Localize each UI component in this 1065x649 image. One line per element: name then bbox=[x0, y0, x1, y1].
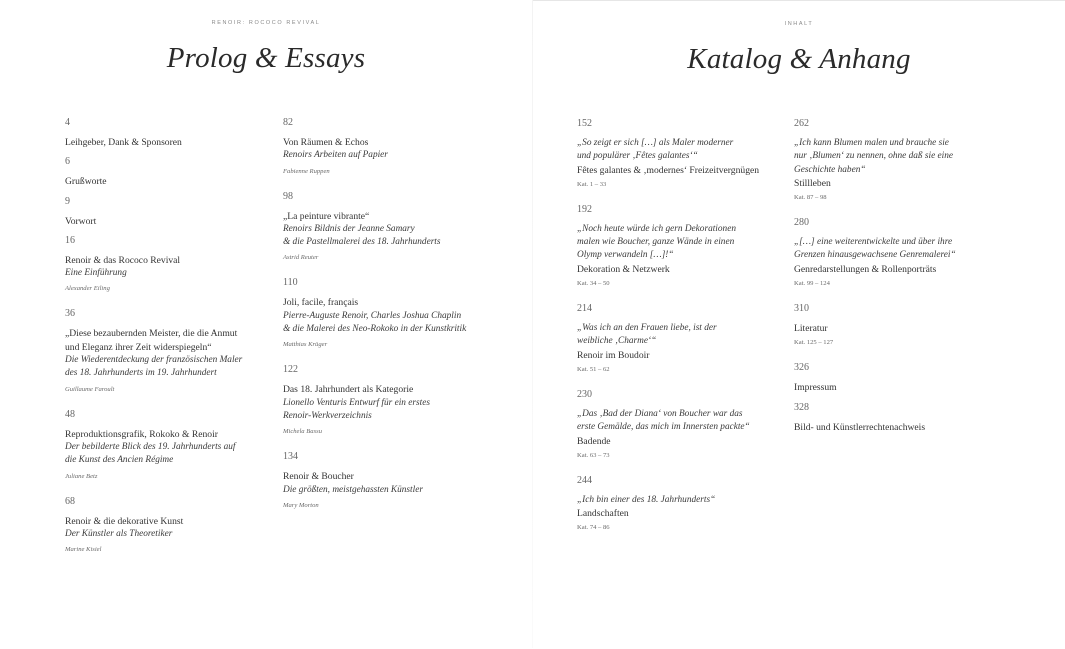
toc-column-right-1 bbox=[577, 117, 787, 546]
toc-entry-title: Vorwort bbox=[65, 215, 97, 227]
toc-entry-title: Dekoration & Netzwerk bbox=[577, 263, 670, 275]
toc-entry-title: Joli, facile, français bbox=[283, 297, 359, 309]
toc-quote-line: „Das ‚Bad der Diana‘ von Boucher war das bbox=[577, 408, 743, 419]
toc-entry-author: Mary Morton bbox=[283, 501, 319, 509]
toc-page-number: 122 bbox=[283, 364, 298, 376]
toc-entry bbox=[794, 302, 994, 348]
toc-page-number: 244 bbox=[577, 474, 592, 486]
toc-entry-title: „La peinture vibrante“ bbox=[283, 210, 370, 222]
toc-entry-author: Fabienne Ruppen bbox=[283, 167, 330, 175]
toc-entry-author: Michela Bassu bbox=[283, 428, 323, 436]
toc-entry bbox=[65, 495, 265, 556]
toc-quote-line: malen wie Boucher, ganze Wände in einen bbox=[577, 237, 735, 248]
toc-quote-line: „So zeigt er sich […] als Maler moderner bbox=[577, 138, 734, 148]
toc-entry bbox=[794, 361, 994, 394]
toc-entry-title: „Diese bezaubernden Meister, die die Anmut bbox=[65, 328, 238, 340]
toc-catalogue-range: Kat. 125 – 127 bbox=[794, 339, 834, 347]
toc-quote-line: „Was ich an den Frauen liebe, ist der bbox=[577, 323, 717, 334]
toc-entry bbox=[65, 307, 265, 394]
toc-catalogue-range: Kat. 74 – 86 bbox=[577, 524, 610, 532]
toc-entry bbox=[577, 203, 787, 289]
toc-entry-title: Von Räumen & Echos bbox=[283, 137, 369, 148]
toc-quote-line: erste Gemälde, das mich im Innersten packte“ bbox=[577, 422, 750, 433]
toc-page-number: 36 bbox=[65, 308, 75, 320]
toc-entry-title: Leihgeber, Dank & Sponsoren bbox=[65, 137, 182, 148]
toc-page-number: 262 bbox=[794, 118, 809, 129]
toc-page-number: 230 bbox=[577, 388, 592, 400]
toc-entry bbox=[577, 474, 787, 534]
running-head-left: RENOIR: ROCOCO REVIVAL bbox=[211, 20, 321, 26]
toc-entry-subtitle: & die Malerei des Neo-Rokoko in der Kunstkritik bbox=[283, 324, 467, 335]
toc-entry bbox=[283, 190, 513, 264]
toc-page-number: 152 bbox=[577, 118, 592, 129]
toc-page-number: 326 bbox=[794, 362, 809, 374]
toc-quote-line: Geschichte haben“ bbox=[794, 164, 866, 175]
toc-entry-author: Astrid Reuter bbox=[283, 254, 319, 262]
left-page bbox=[0, 0, 532, 648]
toc-entry-subtitle: Lionello Venturis Entwurf für ein erstes bbox=[283, 397, 430, 408]
toc-quote-line: Grenzen hinausgewachsene Genremalerei“ bbox=[794, 250, 956, 261]
toc-entry-subtitle: Die Wiederentdeckung der französischen Maler bbox=[65, 355, 243, 366]
toc-entry-title: Landschaften bbox=[577, 508, 629, 520]
toc-page-number: 280 bbox=[794, 217, 809, 229]
toc-entry-title: Grußworte bbox=[65, 176, 107, 188]
toc-page-number: 48 bbox=[65, 408, 75, 420]
toc-entry bbox=[283, 363, 513, 437]
toc-entry-title: Literatur bbox=[794, 323, 828, 335]
toc-catalogue-range: Kat. 51 – 62 bbox=[577, 365, 610, 373]
toc-entry-subtitle: Pierre-Auguste Renoir, Charles Joshua Chaplin bbox=[283, 310, 462, 321]
toc-entry bbox=[794, 216, 994, 289]
toc-quote-line: „Ich bin einer des 18. Jahrhunderts“ bbox=[577, 494, 716, 505]
toc-catalogue-range: Kat. 34 – 50 bbox=[577, 280, 610, 288]
toc-entry-subtitle: Renoirs Arbeiten auf Papier bbox=[283, 150, 388, 161]
toc-entry-subtitle: Der bebilderte Blick des 19. Jahrhunderts auf bbox=[65, 441, 236, 452]
toc-entry-title: Stillleben bbox=[794, 177, 831, 189]
toc-entry bbox=[283, 450, 513, 511]
toc-quote-line: weibliche ‚Charme‘“ bbox=[577, 336, 657, 347]
running-head-right: INHALT bbox=[784, 21, 814, 27]
toc-entry bbox=[283, 116, 513, 177]
toc-entry-subtitle: & die Pastellmalerei des 18. Jahrhunderts bbox=[283, 237, 441, 248]
toc-page-number: 134 bbox=[283, 451, 298, 463]
toc-page-number: 68 bbox=[65, 495, 75, 507]
toc-page-number: 16 bbox=[65, 234, 75, 246]
toc-entry-subtitle: des 18. Jahrhunderts im 19. Jahrhundert bbox=[65, 368, 217, 379]
toc-entry-author: Guillaume Faroult bbox=[65, 385, 115, 393]
toc-entry-subtitle: Der Künstler als Theoretiker bbox=[65, 528, 173, 539]
toc-entry bbox=[65, 195, 265, 228]
toc-entry-title: Fêtes galantes & ‚modernes‘ Freizeitvergnügen bbox=[577, 164, 760, 176]
toc-entry-author: Juliane Betz bbox=[65, 472, 98, 480]
toc-entry bbox=[65, 408, 265, 482]
toc-page-number: 328 bbox=[794, 401, 809, 413]
toc-entry-author: Marine Kisiel bbox=[65, 546, 102, 554]
toc-entry-title: Genredarstellungen & Rollenporträts bbox=[794, 263, 937, 275]
right-page bbox=[533, 0, 1065, 649]
toc-catalogue-range: Kat. 1 – 33 bbox=[577, 180, 607, 188]
toc-catalogue-range: Kat. 63 – 73 bbox=[577, 451, 610, 459]
toc-page-number: 192 bbox=[577, 203, 592, 215]
toc-quote-line: „[…] eine weiterentwickelte und über ihre bbox=[794, 237, 953, 248]
toc-entry bbox=[794, 401, 994, 434]
toc-entry-title: Renoir & das Rococo Revival bbox=[65, 254, 181, 266]
section-title-right: Katalog & Anhang bbox=[687, 43, 911, 75]
toc-entry-subtitle: Eine Einführung bbox=[65, 268, 127, 279]
toc-page-number: 310 bbox=[794, 303, 809, 315]
toc-page-number: 98 bbox=[283, 190, 293, 202]
toc-entry-title: Reproduktionsgrafik, Rokoko & Renoir bbox=[65, 428, 218, 440]
toc-entry-title: Badende bbox=[577, 435, 611, 447]
toc-column-left-2 bbox=[283, 116, 513, 524]
toc-entry-author: Matthias Krüger bbox=[283, 341, 328, 349]
toc-quote-line: und populärer ‚Fêtes galantes‘“ bbox=[577, 151, 698, 162]
toc-entry bbox=[577, 117, 787, 190]
toc-quote-line: nur ‚Blumen‘ zu nennen, ohne daß sie eine bbox=[794, 151, 954, 162]
toc-entry-title: Das 18. Jahrhundert als Kategorie bbox=[283, 384, 414, 396]
toc-column-right-2 bbox=[794, 117, 994, 440]
toc-entry bbox=[65, 234, 265, 295]
toc-entry bbox=[577, 302, 787, 375]
toc-catalogue-range: Kat. 99 – 124 bbox=[794, 280, 830, 288]
toc-page-number: 6 bbox=[65, 156, 70, 168]
toc-page-number: 214 bbox=[577, 303, 592, 315]
toc-entry bbox=[65, 155, 265, 188]
toc-entry-title: Renoir im Boudoir bbox=[577, 349, 650, 361]
toc-entry-title: Renoir & die dekorative Kunst bbox=[65, 515, 184, 527]
toc-entry-subtitle: Die größten, meistgehassten Künstler bbox=[283, 484, 423, 495]
toc-entry-title: Bild- und Künstlerrechtenachweis bbox=[794, 421, 926, 433]
toc-entry-title: und Eleganz ihrer Zeit widerspiegeln“ bbox=[65, 341, 212, 353]
toc-page-number: 9 bbox=[65, 195, 70, 207]
toc-quote-line: „Ich kann Blumen malen und brauche sie bbox=[794, 138, 949, 148]
toc-column-left-1 bbox=[65, 116, 265, 568]
toc-catalogue-range: Kat. 87 – 98 bbox=[794, 194, 827, 202]
toc-page-number: 82 bbox=[283, 117, 293, 128]
toc-entry bbox=[794, 117, 994, 203]
toc-entry-subtitle: die Kunst des Ancien Régime bbox=[65, 455, 174, 466]
toc-entry bbox=[65, 116, 265, 149]
section-title-left: Prolog & Essays bbox=[166, 42, 366, 74]
toc-entry-author: Alexander Eiling bbox=[65, 285, 110, 293]
toc-entry-title: Impressum bbox=[794, 382, 837, 394]
toc-quote-line: „Noch heute würde ich gern Dekorationen bbox=[577, 223, 736, 234]
toc-entry-title: Renoir & Boucher bbox=[283, 471, 354, 483]
toc-page-number: 4 bbox=[65, 117, 70, 128]
toc-entry bbox=[577, 388, 787, 461]
toc-page-number: 110 bbox=[283, 277, 298, 289]
toc-entry bbox=[283, 276, 513, 350]
toc-quote-line: Olymp verwandeln […]!“ bbox=[577, 250, 674, 261]
toc-entry-subtitle: Renoirs Bildnis der Jeanne Samary bbox=[283, 223, 415, 234]
toc-entry-subtitle: Renoir-Werkverzeichnis bbox=[283, 410, 372, 421]
